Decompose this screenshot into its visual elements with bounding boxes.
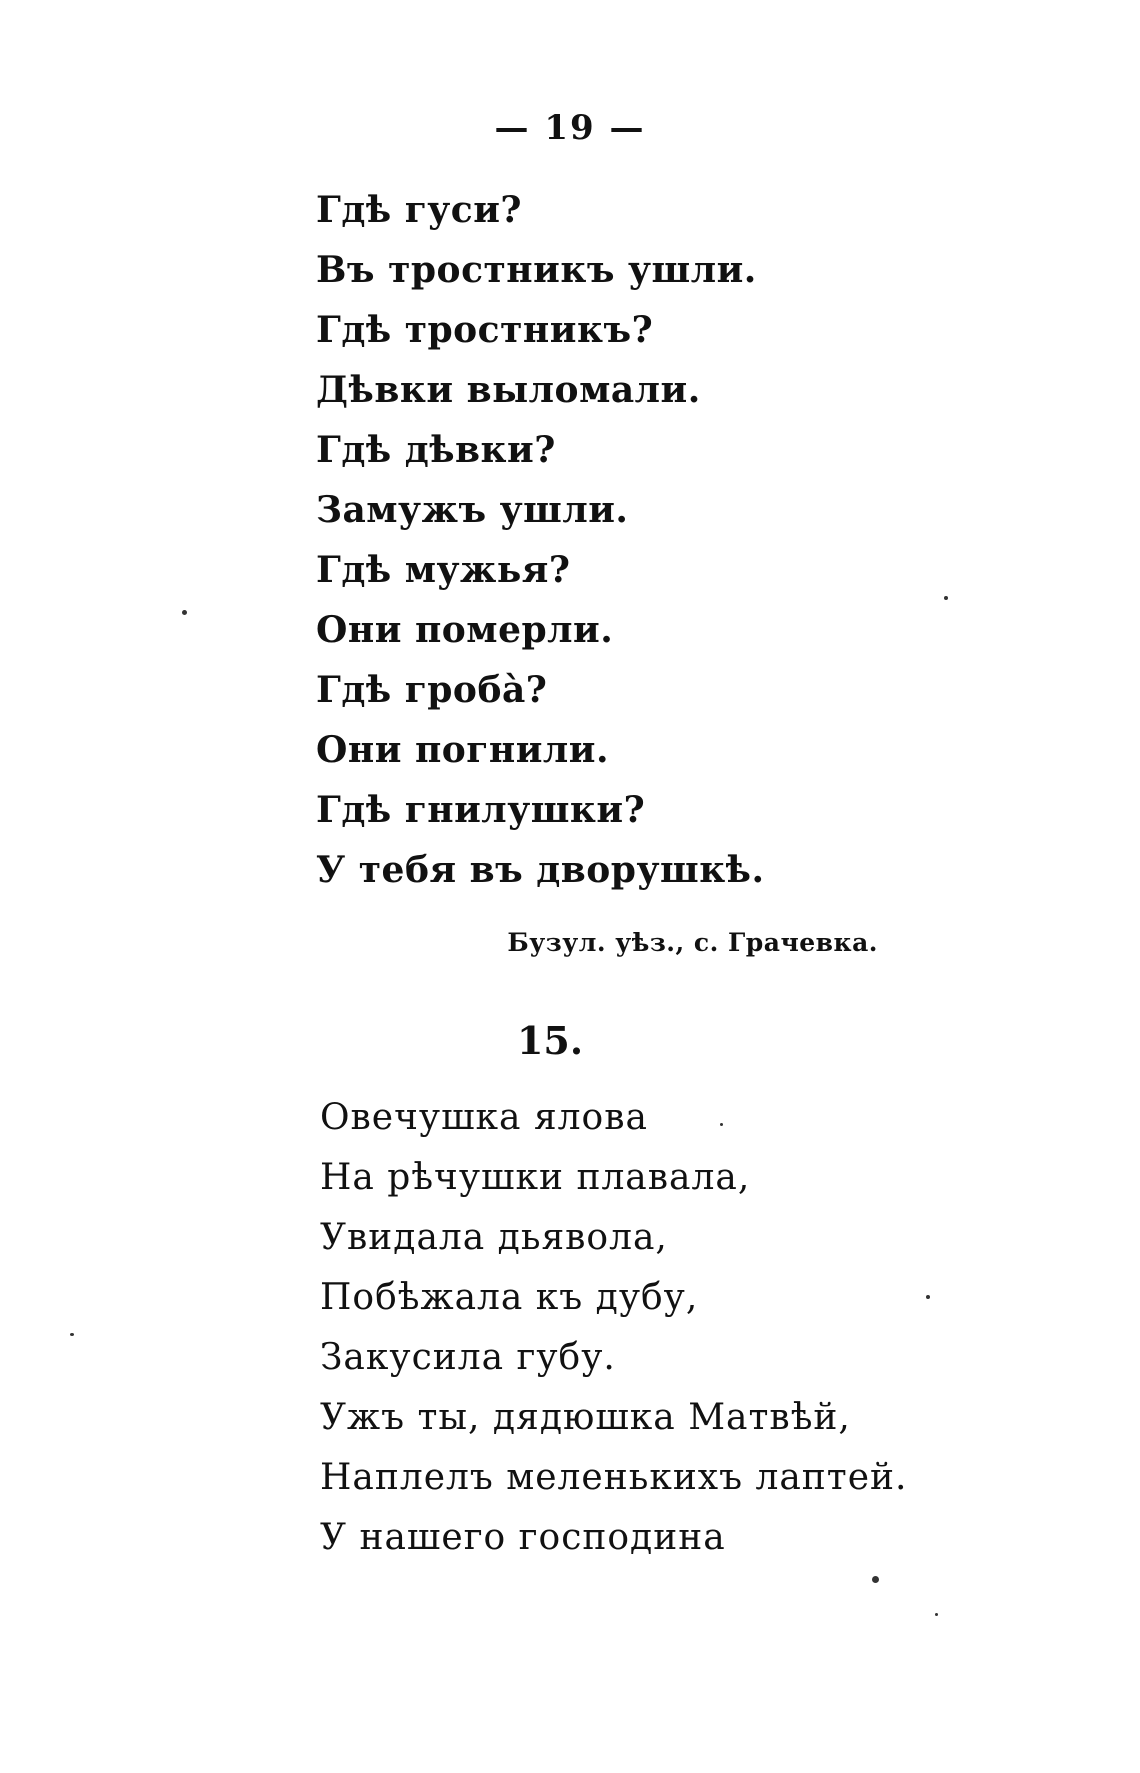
verse-line: У тебя въ дворушкѣ.: [316, 849, 765, 891]
poem-14-verse: [316, 180, 765, 900]
source-attribution: Бузул. уѣз., с. Грачевка.: [507, 928, 878, 957]
section-number: 15.: [516, 1018, 584, 1063]
verse-line: Они погнили.: [316, 729, 610, 771]
verse-line: Въ тростникъ ушли.: [316, 249, 757, 291]
verse-line: Замужъ ушли.: [316, 489, 629, 531]
verse-line: Дѣвки выломали.: [316, 369, 701, 411]
verse-line: Гдѣ мужья?: [316, 549, 571, 591]
verse-line: Закусила губу.: [320, 1337, 616, 1378]
verse-line: Они померли.: [316, 609, 614, 651]
scan-speck: [182, 610, 187, 615]
poem-15-verse: [320, 1088, 907, 1568]
verse-line: Гдѣ гуси?: [316, 189, 523, 231]
verse-line: Гдѣ гнилушки?: [316, 789, 646, 831]
verse-line: У нашего господина: [320, 1517, 726, 1558]
verse-line: Овечушка ялова: [320, 1097, 648, 1138]
verse-line: Гдѣ тростникъ?: [316, 309, 654, 351]
scan-speck: [926, 1295, 930, 1299]
page-number: — 19 —: [494, 108, 646, 148]
scan-speck: [935, 1613, 938, 1616]
scan-speck: [70, 1333, 74, 1336]
verse-line: Побѣжала къ дубу,: [320, 1277, 699, 1318]
verse-line: Наплелъ меленькихъ лаптей.: [320, 1457, 908, 1498]
verse-line: Гдѣ дѣвки?: [316, 429, 556, 471]
verse-line: Ужъ ты, дядюшка Матвѣй,: [320, 1397, 851, 1438]
scan-speck: [944, 596, 948, 600]
verse-line: На рѣчушки плавала,: [320, 1157, 751, 1198]
verse-line: Гдѣ гробà?: [316, 669, 548, 711]
verse-line: Увидала дьявола,: [320, 1217, 668, 1258]
scan-speck: [720, 1123, 723, 1126]
scan-speck: [872, 1576, 879, 1583]
